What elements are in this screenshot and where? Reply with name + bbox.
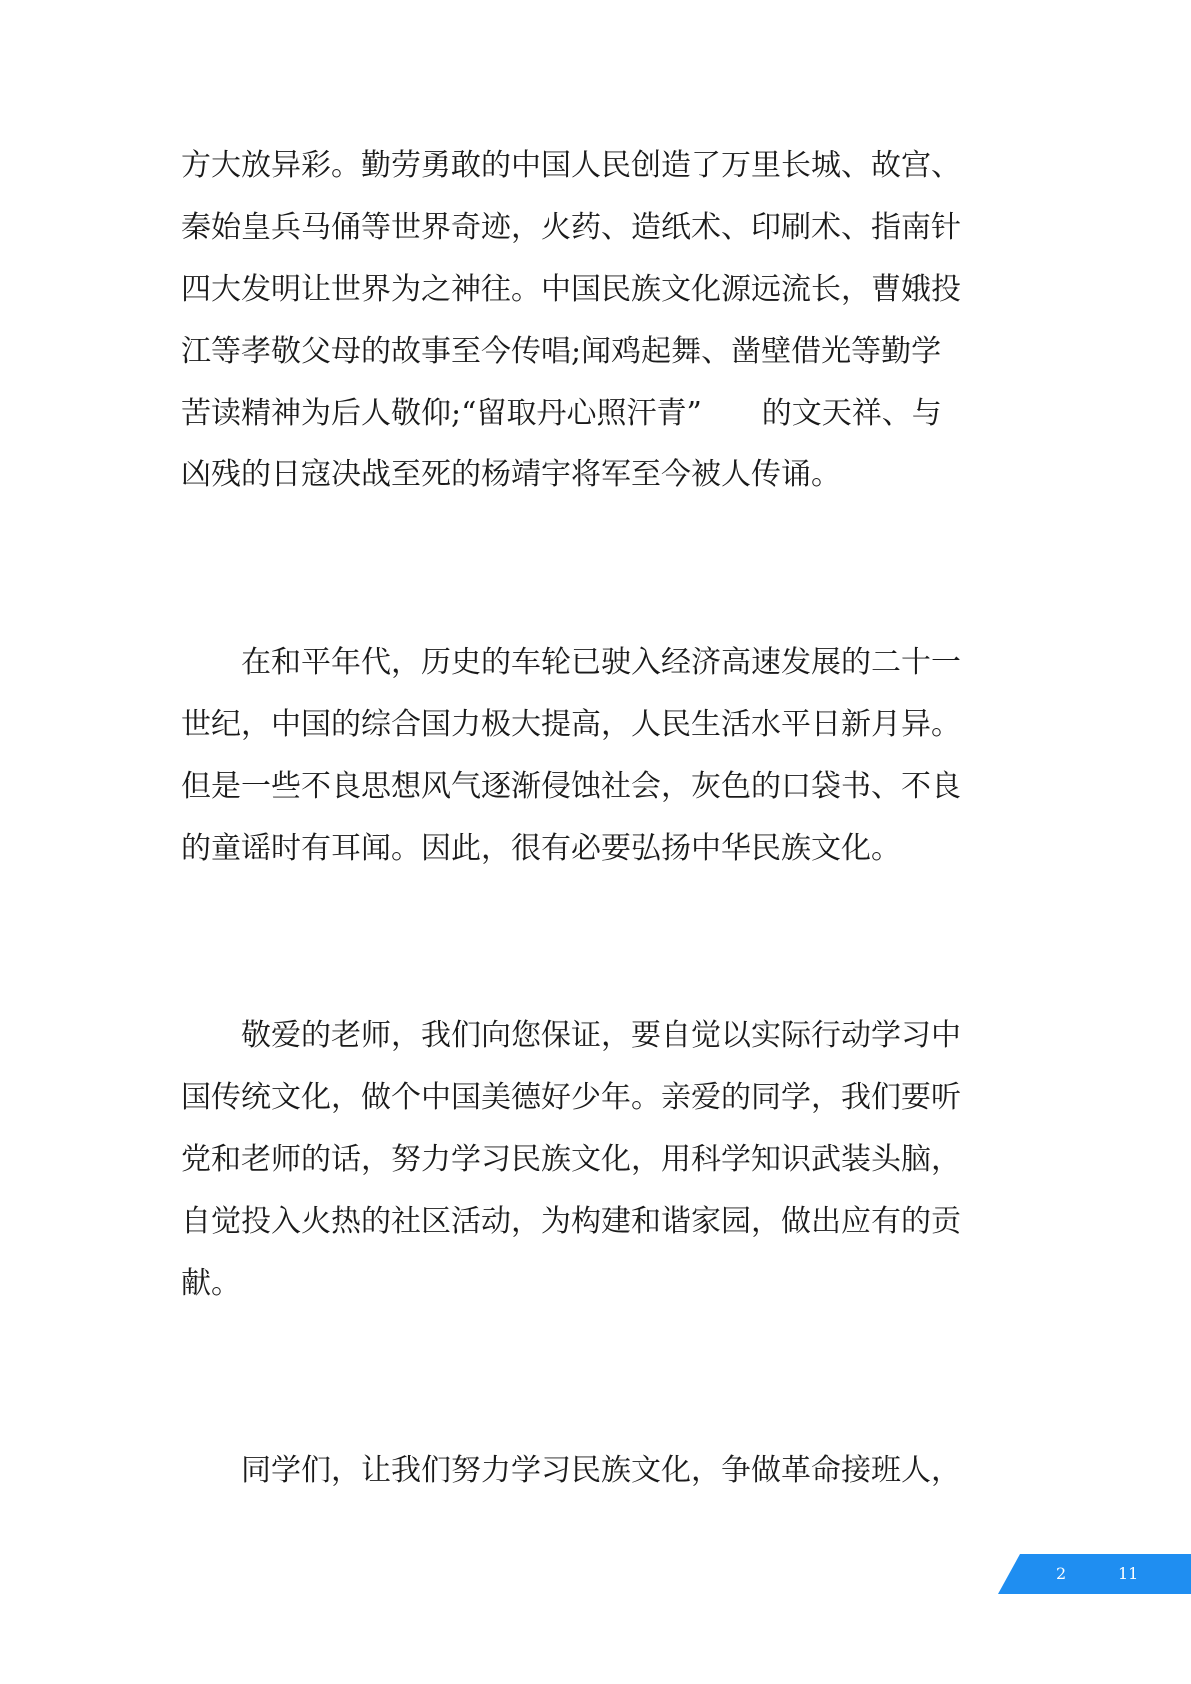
paragraph-3-line-3: 党和老师的话，努力学习民族文化，用科学知识武装头脑， [181, 1142, 961, 1177]
current-page-number: 2 [1056, 1564, 1067, 1583]
paragraph-3-line-1: 敬爱的老师，我们向您保证，要自觉以实际行动学习中 [181, 1018, 961, 1053]
page-number-tab [998, 1554, 1191, 1594]
page-tab-background [998, 1554, 1191, 1594]
paragraph-1-line-5: 苦读精神为后人敬仰;“留取丹心照汗青” 的文天祥、与 [181, 396, 942, 431]
paragraph-1-line-3: 四大发明让世界为之神往。中国民族文化源远流长，曹娥投 [181, 272, 961, 307]
paragraph-3-line-4: 自觉投入火热的社区活动，为构建和谐家园，做出应有的贡 [181, 1204, 961, 1239]
paragraph-1-line-2: 秦始皇兵马俑等世界奇迹，火药、造纸术、印刷术、指南针 [181, 210, 961, 245]
paragraph-1-line-6: 凶残的日寇决战至死的杨靖宇将军至今被人传诵。 [181, 457, 841, 492]
paragraph-2-line-4: 的童谣时有耳闻。因此，很有必要弘扬中华民族文化。 [181, 831, 901, 866]
paragraph-2-line-3: 但是一些不良思想风气逐渐侵蚀社会，灰色的口袋书、不良 [181, 769, 961, 804]
paragraph-3-line-5: 献。 [181, 1266, 241, 1301]
page-tab-shape [998, 1554, 1191, 1594]
paragraph-3-line-2: 国传统文化，做个中国美德好少年。亲爱的同学，我们要听 [181, 1080, 961, 1115]
paragraph-4-line-1: 同学们，让我们努力学习民族文化，争做革命接班人， [181, 1453, 961, 1488]
paragraph-1-line-1: 方大放异彩。勤劳勇敢的中国人民创造了万里长城、故宫、 [181, 148, 961, 183]
paragraph-2-line-2: 世纪，中国的综合国力极大提高，人民生活水平日新月异。 [181, 707, 961, 742]
paragraph-2-line-1: 在和平年代，历史的车轮已驶入经济高速发展的二十一 [181, 645, 961, 680]
total-pages-number: 11 [1118, 1564, 1139, 1583]
paragraph-1-line-4: 江等孝敬父母的故事至今传唱;闻鸡起舞、凿壁借光等勤学 [181, 334, 942, 369]
